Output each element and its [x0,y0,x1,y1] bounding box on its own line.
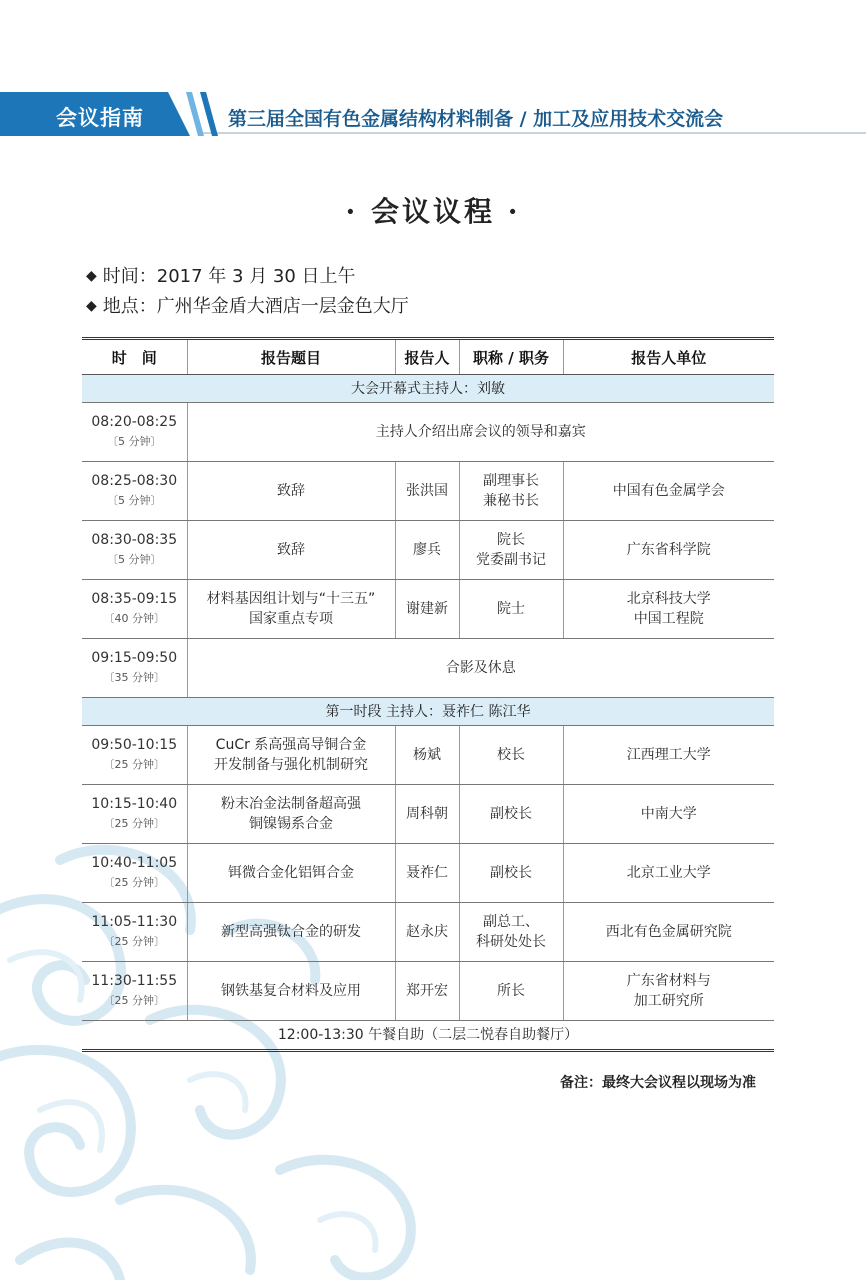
org-cell: 广东省科学院 [563,521,774,580]
speaker-cell: 聂祚仁 [395,844,459,903]
col-header-title: 职称 / 职务 [459,339,563,375]
lunch-cell: 12:00-13:30 午餐自助（二层二悦春自助餐厅） [82,1021,774,1051]
table-row [82,962,774,1021]
meta-time-text: 时间：2017 年 3 月 30 日上午 [102,266,356,287]
title-cell: 所长 [459,962,563,1021]
org-cell: 北京科技大学 中国工程院 [563,580,774,639]
time-range: 10:15-10:40 [91,796,178,812]
time-range: 09:50-10:15 [91,737,178,753]
section-session1: 第一时段 主持人：聂祚仁 陈江华 [82,698,774,726]
time-cell [82,785,187,844]
page-title: · 会议议程 · [345,195,521,228]
org-cell: 广东省材料与 加工研究所 [563,962,774,1021]
org-cell: 西北有色金属研究院 [563,903,774,962]
duration: 〔25 分钟〕 [103,876,165,889]
section-opening: 大会开幕式主持人：刘敏 [82,375,774,403]
title-cell: 院长 党委副书记 [459,521,563,580]
topic-cell: 致辞 [187,521,395,580]
col-header-topic: 报告题目 [187,339,395,375]
meta-place-text: 地点：广州华金盾大酒店一层金色大厅 [102,296,409,317]
time-range: 08:25-08:30 [91,473,178,489]
table-row [82,521,774,580]
time-cell [82,726,187,785]
section-row [82,698,774,726]
col-header-speaker: 报告人 [395,339,459,375]
time-range: 08:35-09:15 [91,591,178,607]
meta-place [86,292,409,318]
time-cell [82,844,187,903]
time-cell [82,639,187,698]
table-row [82,462,774,521]
org-cell: 中国有色金属学会 [563,462,774,521]
speaker-cell: 周科朝 [395,785,459,844]
org-cell: 中南大学 [563,785,774,844]
duration: 〔35 分钟〕 [103,671,165,684]
topic-cell: 合影及休息 [187,639,774,698]
time-cell [82,403,187,462]
header-stripe-icon [186,92,204,136]
meta-time [86,262,356,288]
time-cell [82,903,187,962]
table-row [82,580,774,639]
title-cell: 副校长 [459,844,563,903]
table-row [82,639,774,698]
time-range: 10:40-11:05 [91,855,178,871]
time-cell [82,962,187,1021]
table-row [82,726,774,785]
table-row [82,903,774,962]
speaker-cell: 谢建新 [395,580,459,639]
title-cell: 副总工、 科研处处长 [459,903,563,962]
time-range: 08:20-08:25 [91,414,178,430]
duration: 〔25 分钟〕 [103,994,165,1007]
duration: 〔40 分钟〕 [103,612,165,625]
section-row [82,375,774,403]
table-row [82,403,774,462]
title-cell: 校长 [459,726,563,785]
duration: 〔5 分钟〕 [107,553,162,566]
topic-cell: 钢铁基复合材料及应用 [187,962,395,1021]
time-cell [82,521,187,580]
org-cell: 江西理工大学 [563,726,774,785]
topic-cell: CuCr 系高强高导铜合金 开发制备与强化机制研究 [187,726,395,785]
duration: 〔25 分钟〕 [103,935,165,948]
time-range: 11:05-11:30 [91,914,178,930]
time-range: 08:30-08:35 [91,532,178,548]
diamond-bullet-icon: ◆ [86,298,97,314]
duration: 〔5 分钟〕 [107,494,162,507]
org-cell: 北京工业大学 [563,844,774,903]
agenda-table [82,337,774,1052]
header-stripe-icon [200,92,218,136]
duration: 〔25 分钟〕 [103,758,165,771]
topic-cell: 铒微合金化铝铒合金 [187,844,395,903]
duration: 〔25 分钟〕 [103,817,165,830]
speaker-cell: 赵永庆 [395,903,459,962]
title-cell: 副理事长 兼秘书长 [459,462,563,521]
table-header-row [82,339,774,375]
footnote: 备注：最终大会议程以现场为准 [560,1075,756,1091]
lunch-row [82,1021,774,1051]
topic-cell: 主持人介绍出席会议的领导和嘉宾 [187,403,774,462]
col-header-time: 时 间 [82,339,187,375]
topic-cell: 致辞 [187,462,395,521]
time-cell [82,580,187,639]
table-row [82,785,774,844]
speaker-cell: 杨斌 [395,726,459,785]
topic-cell: 材料基因组计划与“十三五” 国家重点专项 [187,580,395,639]
header-rule [200,132,866,134]
speaker-cell: 廖兵 [395,521,459,580]
col-header-org: 报告人单位 [563,339,774,375]
diamond-bullet-icon: ◆ [86,268,97,284]
speaker-cell: 张洪国 [395,462,459,521]
time-range: 11:30-11:55 [91,973,178,989]
title-cell: 副校长 [459,785,563,844]
header-tab-label: 会议指南 [56,106,144,130]
conference-title: 第三届全国有色金属结构材料制备 / 加工及应用技术交流会 [228,108,724,130]
time-cell [82,462,187,521]
title-cell: 院士 [459,580,563,639]
duration: 〔5 分钟〕 [107,435,162,448]
topic-cell: 新型高强钛合金的研发 [187,903,395,962]
time-range: 09:15-09:50 [91,650,178,666]
table-row [82,844,774,903]
topic-cell: 粉末冶金法制备超高强 铜镍锡系合金 [187,785,395,844]
speaker-cell: 郑开宏 [395,962,459,1021]
